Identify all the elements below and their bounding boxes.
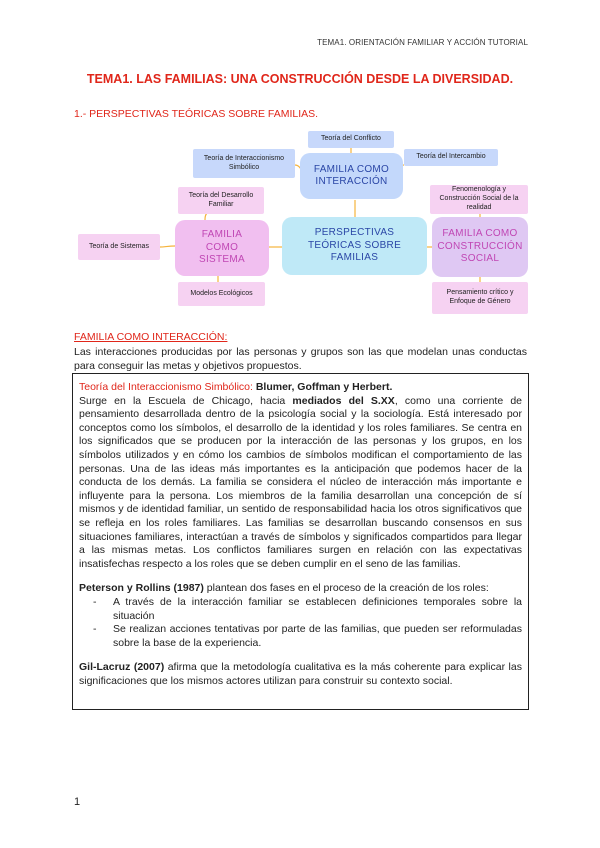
leaf-teoria-conflicto: Teoría del Conflicto [308,131,394,148]
p1-text-b: , como una corriente de pensamiento desarrollada dentro de la psicología social y la sociología. Está interesado por conceptos como los símbolos, el desarrollo de la identidad y los roles familiares. Se centra en los significados que se producen por la interacción de las personas y los grupos, en los símbolos utilizados y en cómo los cambios de símbolos modifican el comportamiento de las personas. Una de las ideas más importantes es la anticipación que podemos hacer de la conducta de los demás. La familia se considera el núcleo de interacción más importante e influyente para la persona. Los miembros de la familia desarrollan una concepción de sí mismos y de identidad familiar, un sentido de responsabilidad hacia los otros significativos que se refleja en los roles familiares. Las familias se desarrollan buscando consensos en sus situaciones familiares, interactúan a través de símbolos y significados compartidos para llegar a las mismas metas. Los conflictos familiares surgen en relación con las expectativas insatisfechas respecto a los roles que se deben cumplir en el seno de las familias. [79,394,523,570]
subsection-heading: FAMILIA COMO INTERACCIÓN: [74,331,228,343]
box-heading-theory: Teoría del Interaccionismo Simbólico: [79,381,253,393]
list-item [93,596,522,623]
p1-bold: mediados del S.XX [292,394,395,407]
leaf-teoria-desarrollo: Teoría del Desarrollo Familiar [178,187,264,214]
hub-familia-interaccion: FAMILIA COMO INTERACCIÓN [300,153,403,199]
dash-icon: - [93,595,97,608]
page-number: 1 [74,796,81,808]
box-heading-authors: Blumer, Goffman y Herbert. [255,381,393,393]
intro-paragraph: Las interacciones producidas por las personas y grupos son las que modelan unas conductas para conseguir las metas y objetivos propuestos. [74,346,527,372]
box-paragraph-1 [79,395,522,572]
leaf-pensamiento-critico: Pensamiento crítico y Enfoque de Género [432,282,528,314]
p1-text-a: Surge en la Escuela de Chicago, hacia [79,394,293,407]
box-heading [79,381,522,395]
p3-bold: Gil-Lacruz (2007) [79,661,165,674]
hub-familia-construccion-social: FAMILIA COMO CONSTRUCCIÓN SOCIAL [432,217,528,277]
running-header: TEMA1. ORIENTACIÓN FAMILIAR Y ACCIÓN TUTORIAL [317,38,528,47]
theory-box [72,373,529,710]
p2-bold: Peterson y Rollins (1987) [79,582,204,595]
section-heading: 1.- PERSPECTIVAS TEÓRICAS SOBRE FAMILIAS. [74,108,319,120]
center-perspectivas: PERSPECTIVAS TEÓRICAS SOBRE FAMILIAS [282,217,427,275]
box-paragraph-2 [79,582,522,596]
p2-text: plantean dos fases en el proceso de la creación de los roles: [203,582,489,595]
p3-text: afirma que la metodología cualitativa es la más coherente para explicar las significaciones que los mismos actores utilizan para construir su contexto social. [79,661,522,687]
leaf-modelos-ecologicos: Modelos Ecológicos [178,282,265,306]
hub-familia-sistema: FAMILIA COMO SISTEMA [175,220,269,276]
list-item-text: Se realizan acciones tentativas por parte de las familias, que pueden ser reformuladas sobre la base de la experiencia. [113,623,522,649]
list-item [93,623,522,650]
document-title: TEMA1. LAS FAMILIAS: UNA CONSTRUCCIÓN DESDE LA DIVERSIDAD. [86,72,514,86]
leaf-fenomenologia: Fenomenología y Construcción Social de la realidad [430,185,528,214]
roles-list [79,596,522,650]
list-item-text: A través de la interacción familiar se establecen definiciones temporales sobre la situación [113,595,522,622]
dash-icon: - [93,623,97,636]
concept-map [0,120,600,320]
leaf-teoria-sistemas: Teoría de Sistemas [78,234,160,260]
leaf-teoria-intercambio: Teoría del Intercambio [404,149,498,166]
box-paragraph-3 [79,661,522,688]
leaf-teoria-interaccionismo: Teoría de Interaccionismo Simbólico [193,149,295,178]
